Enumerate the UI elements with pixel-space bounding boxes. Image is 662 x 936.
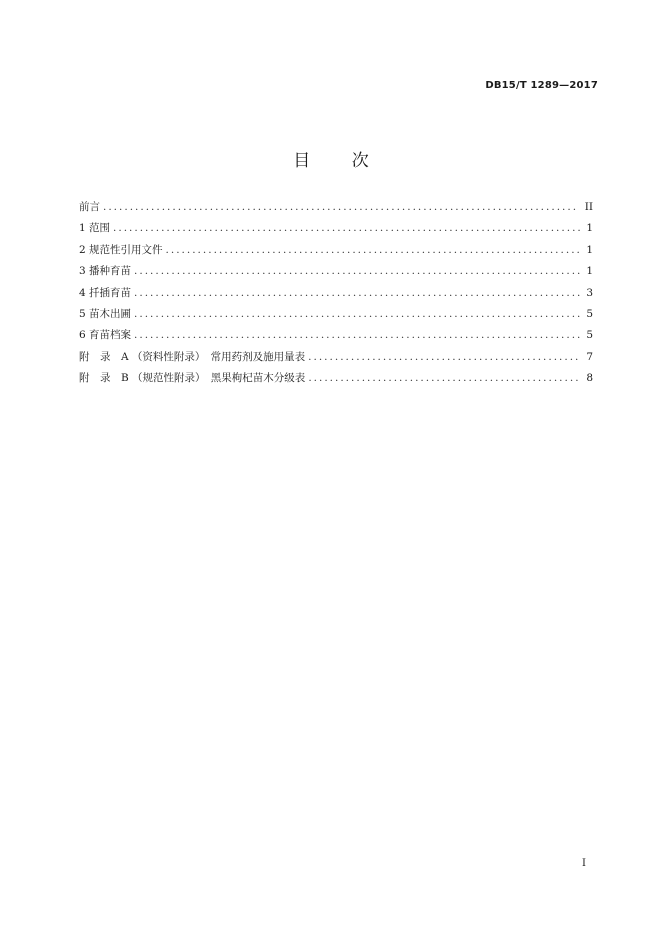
toc-leader-dots (134, 287, 580, 299)
toc-entry-label: 前言 (79, 201, 100, 213)
toc-entry-cutting-nursery[interactable] (79, 285, 593, 306)
toc-leader-dots (308, 372, 580, 384)
toc-list (79, 199, 593, 392)
toc-entry-page: 1 (586, 222, 593, 235)
toc-entry-page: 7 (586, 350, 593, 363)
toc-entry-appendix-b[interactable] (79, 370, 593, 391)
toc-leader-dots (308, 351, 580, 363)
toc-entry-label: 附 录 A （资料性附录） 常用药剂及施用量表 (79, 350, 306, 363)
toc-entry-foreword[interactable] (79, 199, 593, 220)
toc-entry-normative-references[interactable] (79, 242, 593, 263)
toc-entry-label: 5 苗木出圃 (79, 307, 132, 320)
toc-leader-dots (134, 329, 580, 341)
toc-entry-page: 1 (586, 265, 593, 278)
toc-entry-page: 3 (586, 286, 593, 299)
toc-entry-label: 2 规范性引用文件 (79, 243, 163, 256)
toc-entry-page: 1 (586, 243, 593, 256)
toc-entry-page: 8 (586, 372, 593, 385)
toc-entry-seed-nursery[interactable] (79, 263, 593, 284)
toc-entry-seedling-lifting[interactable] (79, 306, 593, 327)
toc-entry-label: 6 育苗档案 (79, 329, 132, 342)
toc-entry-page: 5 (586, 307, 593, 320)
toc-leader-dots (166, 244, 581, 256)
toc-title: 目 次 (293, 151, 387, 171)
toc-entry-nursery-records[interactable] (79, 327, 593, 348)
toc-leader-dots (113, 222, 580, 234)
toc-entry-label: 4 扦插育苗 (79, 286, 132, 299)
toc-entry-page: II (584, 201, 593, 213)
toc-leader-dots (134, 265, 580, 277)
toc-entry-label: 附 录 B （规范性附录） 黑果枸杞苗木分级表 (79, 372, 306, 385)
page-number: I (582, 858, 586, 869)
toc-entry-label: 1 范围 (79, 222, 111, 235)
toc-entry-appendix-a[interactable] (79, 349, 593, 370)
toc-entry-page: 5 (586, 329, 593, 342)
document-code: DB15/T 1289—2017 (485, 80, 598, 91)
toc-entry-label: 3 播种育苗 (79, 265, 132, 278)
toc-leader-dots (103, 201, 579, 213)
toc-entry-scope[interactable] (79, 220, 593, 241)
toc-leader-dots (134, 308, 580, 320)
